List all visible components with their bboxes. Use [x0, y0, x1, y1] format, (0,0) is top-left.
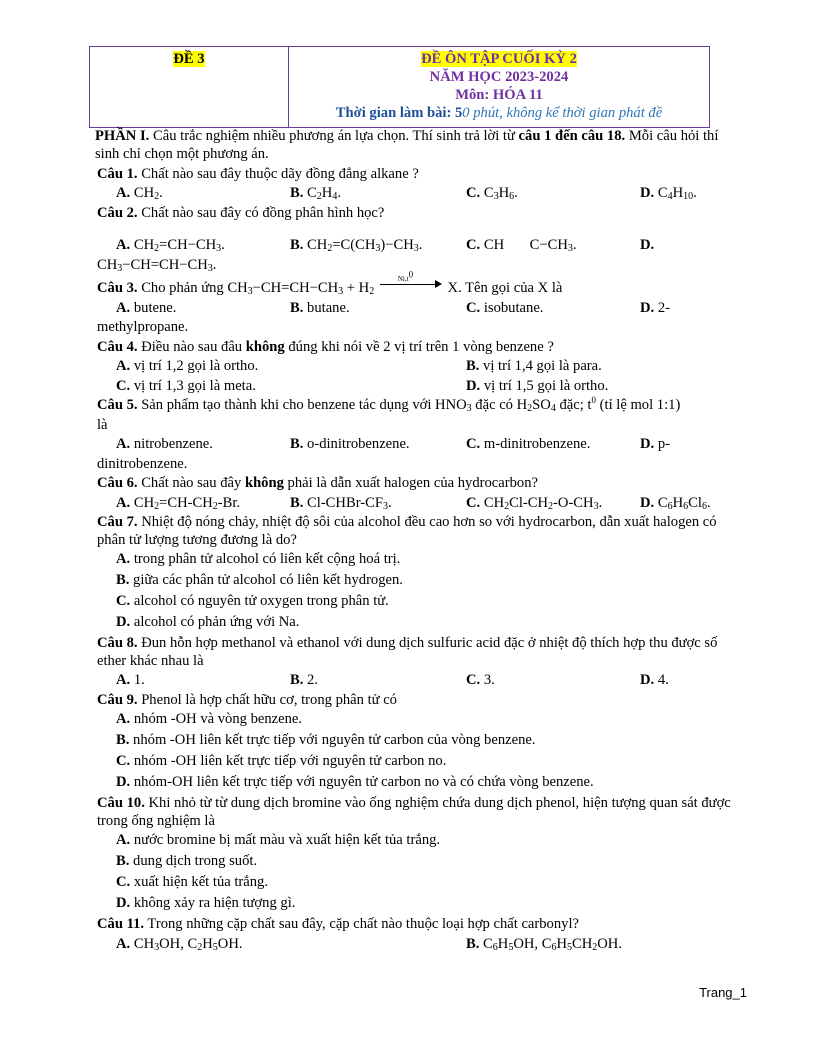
question-5-option-d-cont: dinitrobenzene. — [97, 455, 188, 472]
option-b[interactable]: B. o-dinitrobenzene. — [290, 436, 410, 452]
question-3-option-d-cont: methylpropane. — [97, 319, 189, 335]
option-a[interactable]: A. nitrobenzene. — [116, 436, 213, 452]
option-d[interactable]: D. — [640, 237, 655, 253]
exam-title-cell — [289, 47, 709, 127]
option-b[interactable]: B. nhóm -OH liên kết trực tiếp với nguyên tử carbon của vòng benzene. — [116, 732, 536, 748]
question-10: Câu 10. Khi nhỏ từ từ dung dịch bromine vào ống nghiệm chứa dung dịch phenol, hiện tượng quan sát được trong ống nghiệm là — [97, 795, 731, 829]
question-6: Câu 6. Chất nào sau đây không phải là dẫn xuất halogen của hydrocarbon? — [97, 475, 538, 491]
option-d[interactable]: D. $C_4H_{10}$. — [640, 185, 697, 202]
question-4-options-ab — [97, 358, 737, 376]
option-d[interactable]: D. nhóm-OH liên kết trực tiếp với nguyên tử carbon no và có chứa vòng benzene. — [116, 774, 594, 790]
question-5: Câu 5. Sản phẩm tạo thành khi cho benzene tác dụng với $HNO_3$ đặc có $H_2SO_4$ đặc; $t^0$ (tỉ lệ mol 1:1) — [97, 395, 681, 414]
question-8-options — [97, 672, 737, 690]
school-year: NĂM HỌC 2023-2024 — [429, 69, 569, 85]
option-c[interactable]: C. $CH_2Cl-CH_2-O-CH_3$. — [466, 494, 603, 512]
option-d[interactable]: D. không xảy ra hiện tượng gì. — [116, 895, 296, 911]
question-2: Câu 2. Chất nào sau đây có đồng phân hình học? — [97, 204, 385, 221]
exam-content — [97, 128, 737, 955]
page-number: Trang_1 — [699, 985, 747, 1000]
option-d[interactable]: D. 4. — [640, 672, 669, 688]
question-2-options — [97, 237, 737, 255]
exam-code-cell — [90, 47, 289, 127]
option-a[interactable]: A. $CH_2=CH-CH_2-Br$. — [116, 494, 241, 512]
question-1-options — [97, 185, 737, 203]
option-b[interactable]: B. 2. — [290, 672, 318, 688]
option-b[interactable]: B. butane. — [290, 299, 350, 316]
option-a[interactable]: A. $CH_2=CH-CH_3$. — [116, 237, 225, 254]
question-11: Câu 11. Trong những cặp chất sau đây, cặp chất nào thuộc loại hợp chất carbonyl? — [97, 916, 579, 932]
exam-header — [89, 46, 710, 128]
option-c[interactable]: C. $C_3H_6$. — [466, 185, 518, 202]
option-b[interactable]: B. $C_6H_5OH$, $C_6H_5CH_2OH$. — [466, 935, 622, 953]
question-2-option-d-cont: $CH_3-CH=CH-CH_3$. — [97, 256, 217, 274]
option-a[interactable]: A. $CH_3OH$, $C_2H_5OH$. — [116, 935, 243, 953]
option-a[interactable]: A. vị trí 1,2 gọi là ortho. — [116, 358, 259, 374]
question-4-options-cd — [97, 378, 737, 396]
option-c[interactable]: C. m-dinitrobenzene. — [466, 436, 591, 452]
option-b[interactable]: B. giữa các phân tử alcohol có liên kết hydrogen. — [116, 572, 403, 588]
option-c[interactable]: C. nhóm -OH liên kết trực tiếp với nguyên tử carbon no. — [116, 753, 447, 769]
question-9: Câu 9. Phenol là hợp chất hữu cơ, trong phân tử có — [97, 691, 397, 708]
reaction-arrow: $Ni,t^0$ — [380, 280, 442, 290]
option-c[interactable]: C. 3. — [466, 672, 495, 688]
option-a[interactable]: A. 1. — [116, 672, 145, 688]
question-8: Câu 8. Đun hỗn hợp methanol và ethanol với dung dịch sulfuric acid đặc ở nhiệt độ thích hợp thu được số ether khác nhau là — [97, 635, 718, 669]
question-6-options — [97, 495, 737, 513]
question-5-cont: là — [97, 416, 108, 433]
option-c[interactable]: C. vị trí 1,3 gọi là meta. — [116, 377, 256, 394]
option-c[interactable]: C. alcohol có nguyên tử oxygen trong phân tử. — [116, 593, 389, 609]
question-4: Câu 4. Điều nào sau đâu không đúng khi nói về 2 vị trí trên 1 vòng benzene ? — [97, 338, 554, 355]
subject: Môn: HÓA 11 — [455, 87, 543, 103]
option-c[interactable]: C. CH $C-CH_3$. — [466, 237, 577, 254]
option-d[interactable]: D. p- — [640, 436, 671, 452]
option-c[interactable]: C. isobutane. — [466, 299, 544, 316]
option-c[interactable]: C. xuất hiện kết tủa trắng. — [116, 874, 268, 890]
question-11-options-ab — [97, 936, 737, 954]
option-b[interactable]: B. $Cl-CHBr-CF_3$. — [290, 494, 392, 512]
option-d[interactable]: D. $C_6H_6Cl_6$. — [640, 494, 711, 512]
exam-time: Thời gian làm bài: 50 phút, không kể thời gian phát đề — [335, 105, 663, 121]
option-a[interactable]: A. nước bromine bị mất màu và xuất hiện kết tủa trắng. — [116, 832, 441, 848]
option-d[interactable]: D. alcohol có phản ứng với Na. — [116, 614, 300, 630]
exam-title: ĐỀ ÔN TẬP CUỐI KỲ 2 — [421, 51, 577, 67]
question-5-options — [97, 436, 737, 454]
option-d[interactable]: D. 2- — [640, 299, 671, 316]
exam-code: ĐỀ 3 — [173, 51, 205, 67]
option-d[interactable]: D. vị trí 1,5 gọi là ortho. — [466, 377, 609, 394]
question-3: Câu 3. Cho phản ứng $CH_3-CH=CH-CH_3 + H_2$ $Ni,t^0$ X. Tên gọi của X là — [97, 269, 563, 297]
option-b[interactable]: B. vị trí 1,4 gọi là para. — [466, 358, 602, 374]
option-b[interactable]: B. dung dịch trong suốt. — [116, 853, 258, 869]
option-a[interactable]: A. $CH_2$. — [116, 185, 163, 202]
question-1: Câu 1. Chất nào sau đây thuộc dãy đồng đẳng alkane ? — [97, 165, 419, 182]
option-a[interactable]: A. trong phân tử alcohol có liên kết cộng hoá trị. — [116, 551, 401, 567]
part-instructions: PHẦN I. Câu trắc nghiệm nhiều phương án lựa chọn. Thí sinh trả lời từ câu 1 đến câu 18. Mỗi câu hỏi thí sinh chỉ chọn một phương án. — [95, 128, 719, 162]
option-a[interactable]: A. butene. — [116, 299, 177, 316]
option-b[interactable]: B. $C_2H_4$. — [290, 185, 341, 202]
option-a[interactable]: A. nhóm -OH và vòng benzene. — [116, 711, 303, 727]
option-b[interactable]: B. $CH_2=C(CH_3)-CH_3$. — [290, 237, 423, 254]
question-3-options — [97, 300, 737, 318]
question-7: Câu 7. Nhiệt độ nóng chảy, nhiệt độ sôi của alcohol đều cao hơn so với hydrocarbon, dẫn xuất halogen có phân tử lượng tương đương là do? — [97, 514, 717, 548]
